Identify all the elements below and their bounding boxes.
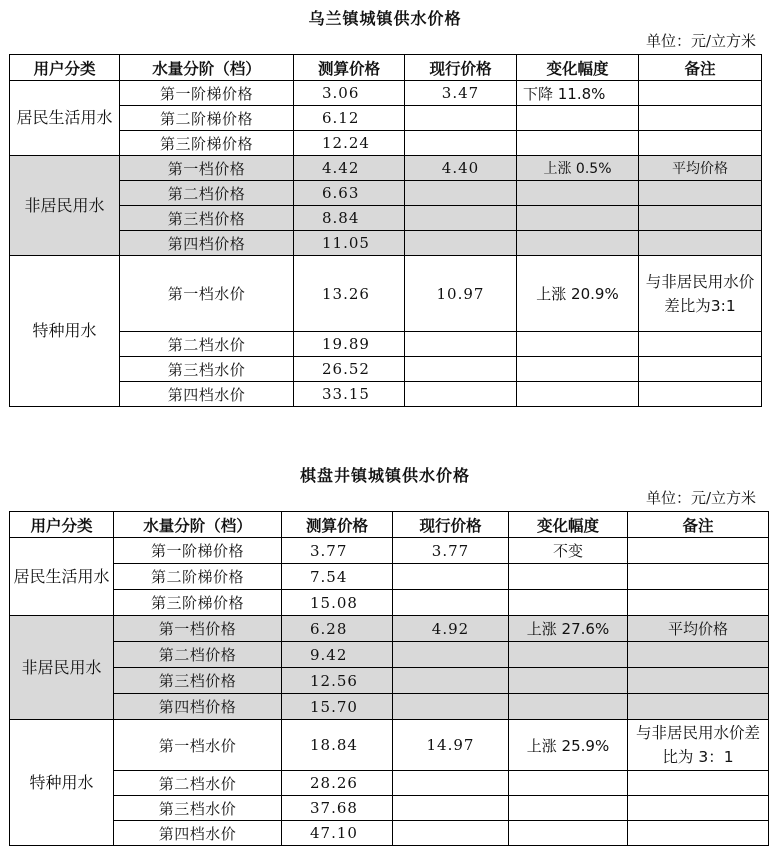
empty-cell	[639, 131, 762, 156]
empty-cell	[393, 590, 509, 616]
price-cell: 28.26	[282, 771, 393, 796]
tier-cell: 第一档水价	[120, 256, 294, 332]
table-row	[10, 206, 762, 231]
tier-cell: 第二档价格	[114, 642, 282, 668]
price-cell: 47.10	[282, 821, 393, 846]
tier-cell: 第四档价格	[114, 694, 282, 720]
tier-cell: 第三阶梯价格	[120, 131, 294, 156]
price-cell: 4.42	[294, 156, 405, 181]
empty-cell	[628, 590, 769, 616]
table-row	[10, 538, 769, 564]
header-cell: 变化幅度	[517, 55, 639, 81]
empty-cell	[509, 821, 628, 846]
table-row	[10, 616, 769, 642]
tier-cell: 第三档价格	[114, 668, 282, 694]
change-cell: 上涨 25.9%	[509, 720, 628, 771]
empty-cell	[509, 668, 628, 694]
table-row	[10, 181, 762, 206]
header-cell: 备注	[628, 512, 769, 538]
empty-cell	[517, 231, 639, 256]
empty-cell	[639, 357, 762, 382]
change-cell: 下降 11.8%	[517, 81, 639, 106]
category-cell: 特种用水	[10, 720, 114, 846]
tier-cell: 第三档价格	[120, 206, 294, 231]
empty-cell	[628, 694, 769, 720]
empty-cell	[628, 796, 769, 821]
empty-cell	[509, 590, 628, 616]
price-cell: 6.28	[282, 616, 393, 642]
category-cell: 非居民用水	[10, 616, 114, 720]
change-cell: 不变	[509, 538, 628, 564]
empty-cell	[405, 382, 517, 407]
empty-cell	[639, 181, 762, 206]
empty-cell	[628, 642, 769, 668]
note-cell: 平均价格	[639, 156, 762, 181]
header-cell: 水量分阶（档）	[114, 512, 282, 538]
tier-cell: 第一档价格	[114, 616, 282, 642]
table-row	[10, 796, 769, 821]
current-price-cell: 4.92	[393, 616, 509, 642]
empty-cell	[517, 332, 639, 357]
header-cell: 水量分阶（档）	[120, 55, 294, 81]
tier-cell: 第二阶梯价格	[114, 564, 282, 590]
empty-cell	[393, 821, 509, 846]
tier-cell: 第四档水价	[120, 382, 294, 407]
table-row	[10, 357, 762, 382]
tier-cell: 第二档水价	[114, 771, 282, 796]
empty-cell	[393, 796, 509, 821]
empty-cell	[639, 332, 762, 357]
tier-cell: 第三阶梯价格	[114, 590, 282, 616]
current-price-cell: 4.40	[405, 156, 517, 181]
empty-cell	[517, 131, 639, 156]
empty-cell	[639, 106, 762, 131]
empty-cell	[509, 642, 628, 668]
tier-cell: 第四档价格	[120, 231, 294, 256]
change-cell: 上涨 0.5%	[517, 156, 639, 181]
category-cell: 居民生活用水	[10, 538, 114, 616]
empty-cell	[393, 564, 509, 590]
empty-cell	[393, 668, 509, 694]
empty-cell	[405, 181, 517, 206]
empty-cell	[517, 206, 639, 231]
change-cell: 上涨 27.6%	[509, 616, 628, 642]
header-row	[10, 512, 769, 538]
tier-cell: 第二阶梯价格	[120, 106, 294, 131]
tier-cell: 第三档水价	[114, 796, 282, 821]
table-row	[10, 771, 769, 796]
table-row	[10, 131, 762, 156]
table-row	[10, 642, 769, 668]
table-row	[10, 81, 762, 106]
price-cell: 12.24	[294, 131, 405, 156]
table-row	[10, 106, 762, 131]
current-price-cell: 14.97	[393, 720, 509, 771]
tier-cell: 第一阶梯价格	[114, 538, 282, 564]
empty-cell	[393, 771, 509, 796]
tier-cell: 第一档水价	[114, 720, 282, 771]
price-cell: 3.77	[282, 538, 393, 564]
table-title: 乌兰镇城镇供水价格	[308, 9, 462, 28]
tier-cell: 第一阶梯价格	[120, 81, 294, 106]
price-cell: 3.06	[294, 81, 405, 106]
empty-cell	[517, 382, 639, 407]
table-row	[10, 332, 762, 357]
price-cell: 7.54	[282, 564, 393, 590]
empty-cell	[405, 231, 517, 256]
empty-cell	[517, 181, 639, 206]
header-cell: 变化幅度	[509, 512, 628, 538]
price-cell: 8.84	[294, 206, 405, 231]
empty-cell	[639, 382, 762, 407]
empty-cell	[393, 642, 509, 668]
price-cell: 19.89	[294, 332, 405, 357]
tier-cell: 第一档价格	[120, 156, 294, 181]
category-cell: 特种用水	[10, 256, 120, 407]
unit-label: 单位：元/立方米	[645, 32, 756, 50]
header-cell: 测算价格	[282, 512, 393, 538]
note-cell	[639, 81, 762, 106]
category-cell: 非居民用水	[10, 156, 120, 256]
table-row	[10, 821, 769, 846]
empty-cell	[628, 564, 769, 590]
empty-cell	[405, 106, 517, 131]
table-row	[10, 382, 762, 407]
price-cell: 13.26	[294, 256, 405, 332]
price-cell: 6.63	[294, 181, 405, 206]
water-price-table	[9, 54, 762, 407]
empty-cell	[517, 106, 639, 131]
table-row	[10, 590, 769, 616]
price-cell: 26.52	[294, 357, 405, 382]
table-row	[10, 156, 762, 181]
price-cell: 15.08	[282, 590, 393, 616]
price-cell: 18.84	[282, 720, 393, 771]
unit-label: 单位：元/立方米	[645, 489, 756, 507]
empty-cell	[517, 357, 639, 382]
current-price-cell: 10.97	[405, 256, 517, 332]
price-cell: 33.15	[294, 382, 405, 407]
header-cell: 备注	[639, 55, 762, 81]
category-cell: 居民生活用水	[10, 81, 120, 156]
note-cell	[628, 538, 769, 564]
header-cell: 用户分类	[10, 512, 114, 538]
table-row	[10, 694, 769, 720]
price-cell: 6.12	[294, 106, 405, 131]
table-row	[10, 668, 769, 694]
table-row	[10, 720, 769, 771]
empty-cell	[405, 131, 517, 156]
table-row	[10, 231, 762, 256]
empty-cell	[509, 564, 628, 590]
header-cell: 测算价格	[294, 55, 405, 81]
empty-cell	[628, 771, 769, 796]
price-cell: 12.56	[282, 668, 393, 694]
water-price-table	[9, 511, 769, 846]
note-cell: 平均价格	[628, 616, 769, 642]
empty-cell	[639, 231, 762, 256]
empty-cell	[628, 821, 769, 846]
table-row	[10, 564, 769, 590]
empty-cell	[509, 796, 628, 821]
empty-cell	[639, 206, 762, 231]
table-title: 棋盘井镇城镇供水价格	[299, 466, 470, 485]
tier-cell: 第二档水价	[120, 332, 294, 357]
tier-cell: 第二档价格	[120, 181, 294, 206]
current-price-cell: 3.47	[405, 81, 517, 106]
price-cell: 9.42	[282, 642, 393, 668]
header-row	[10, 55, 762, 81]
tier-cell: 第三档水价	[120, 357, 294, 382]
header-cell: 用户分类	[10, 55, 120, 81]
empty-cell	[509, 694, 628, 720]
current-price-cell: 3.77	[393, 538, 509, 564]
empty-cell	[509, 771, 628, 796]
price-cell: 11.05	[294, 231, 405, 256]
tier-cell: 第四档水价	[114, 821, 282, 846]
empty-cell	[405, 332, 517, 357]
header-cell: 现行价格	[393, 512, 509, 538]
price-cell: 15.70	[282, 694, 393, 720]
price-cell: 37.68	[282, 796, 393, 821]
table-row	[10, 256, 762, 332]
empty-cell	[405, 357, 517, 382]
empty-cell	[628, 668, 769, 694]
note-cell: 与非居民用水价差比为 3：1	[628, 720, 769, 771]
empty-cell	[405, 206, 517, 231]
change-cell: 上涨 20.9%	[517, 256, 639, 332]
empty-cell	[393, 694, 509, 720]
header-cell: 现行价格	[405, 55, 517, 81]
note-cell: 与非居民用水价差比为3:1	[639, 256, 762, 332]
